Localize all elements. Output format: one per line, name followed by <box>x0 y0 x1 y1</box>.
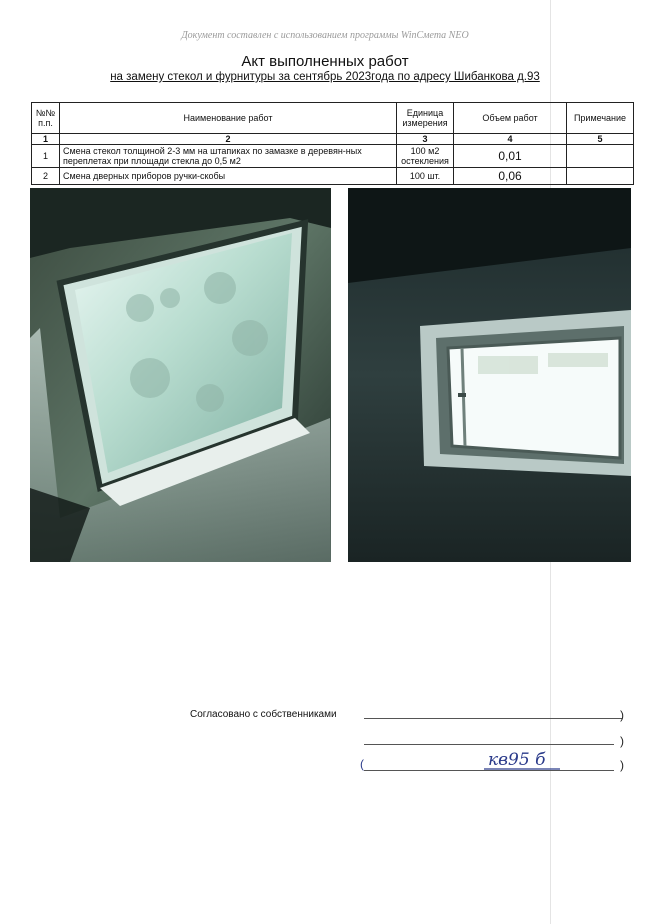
column-number: 4 <box>454 134 567 145</box>
handwritten-signature <box>484 742 562 772</box>
column-numbers-row <box>32 134 634 145</box>
header-volume: Объем работ <box>454 103 567 134</box>
column-number: 2 <box>60 134 397 145</box>
table-row <box>32 168 634 185</box>
row-unit: 100 шт. <box>397 168 454 185</box>
header-name: Наименование работ <box>60 103 397 134</box>
window-photo-right <box>348 188 631 562</box>
bracket-mark: ) <box>620 708 624 722</box>
row-note <box>567 168 634 185</box>
column-number: 5 <box>567 134 634 145</box>
works-table <box>31 102 634 185</box>
header-note: Примечание <box>567 103 634 134</box>
signature-text: кв95 б <box>488 750 546 770</box>
row-name: Смена дверных приборов ручки-скобы <box>60 168 397 185</box>
row-num: 2 <box>32 168 60 185</box>
table-header-row <box>32 103 634 134</box>
column-number: 3 <box>397 134 454 145</box>
agreed-label: Согласовано с собственниками <box>190 709 337 720</box>
column-number: 1 <box>32 134 60 145</box>
header-unit: Единица измерения <box>397 103 454 134</box>
program-watermark: Документ составлен с использованием программы WinСмета NEO <box>181 30 469 41</box>
bracket-mark: ( <box>360 757 364 771</box>
row-num: 1 <box>32 145 60 168</box>
row-unit: 100 м2 остекления <box>397 145 454 168</box>
row-volume: 0,06 <box>454 168 567 185</box>
bracket-mark: ) <box>620 734 624 748</box>
row-volume: 0,01 <box>454 145 567 168</box>
window-photo-left <box>30 188 331 562</box>
document-subtitle: на замену стекол и фурнитуры за сентябрь 2023года по адресу Шибанкова д.93 <box>110 71 540 83</box>
document-title: Акт выполненных работ <box>241 53 409 70</box>
signature-line <box>364 718 622 719</box>
header-num: №№ п.п. <box>32 103 60 134</box>
bracket-mark: ) <box>620 758 624 772</box>
row-name: Смена стекол толщиной 2-3 мм на штапиках по замазке в деревян-ных переплетах при площади стекла до 0,5 м2 <box>60 145 397 168</box>
row-note <box>567 145 634 168</box>
table-row <box>32 145 634 168</box>
